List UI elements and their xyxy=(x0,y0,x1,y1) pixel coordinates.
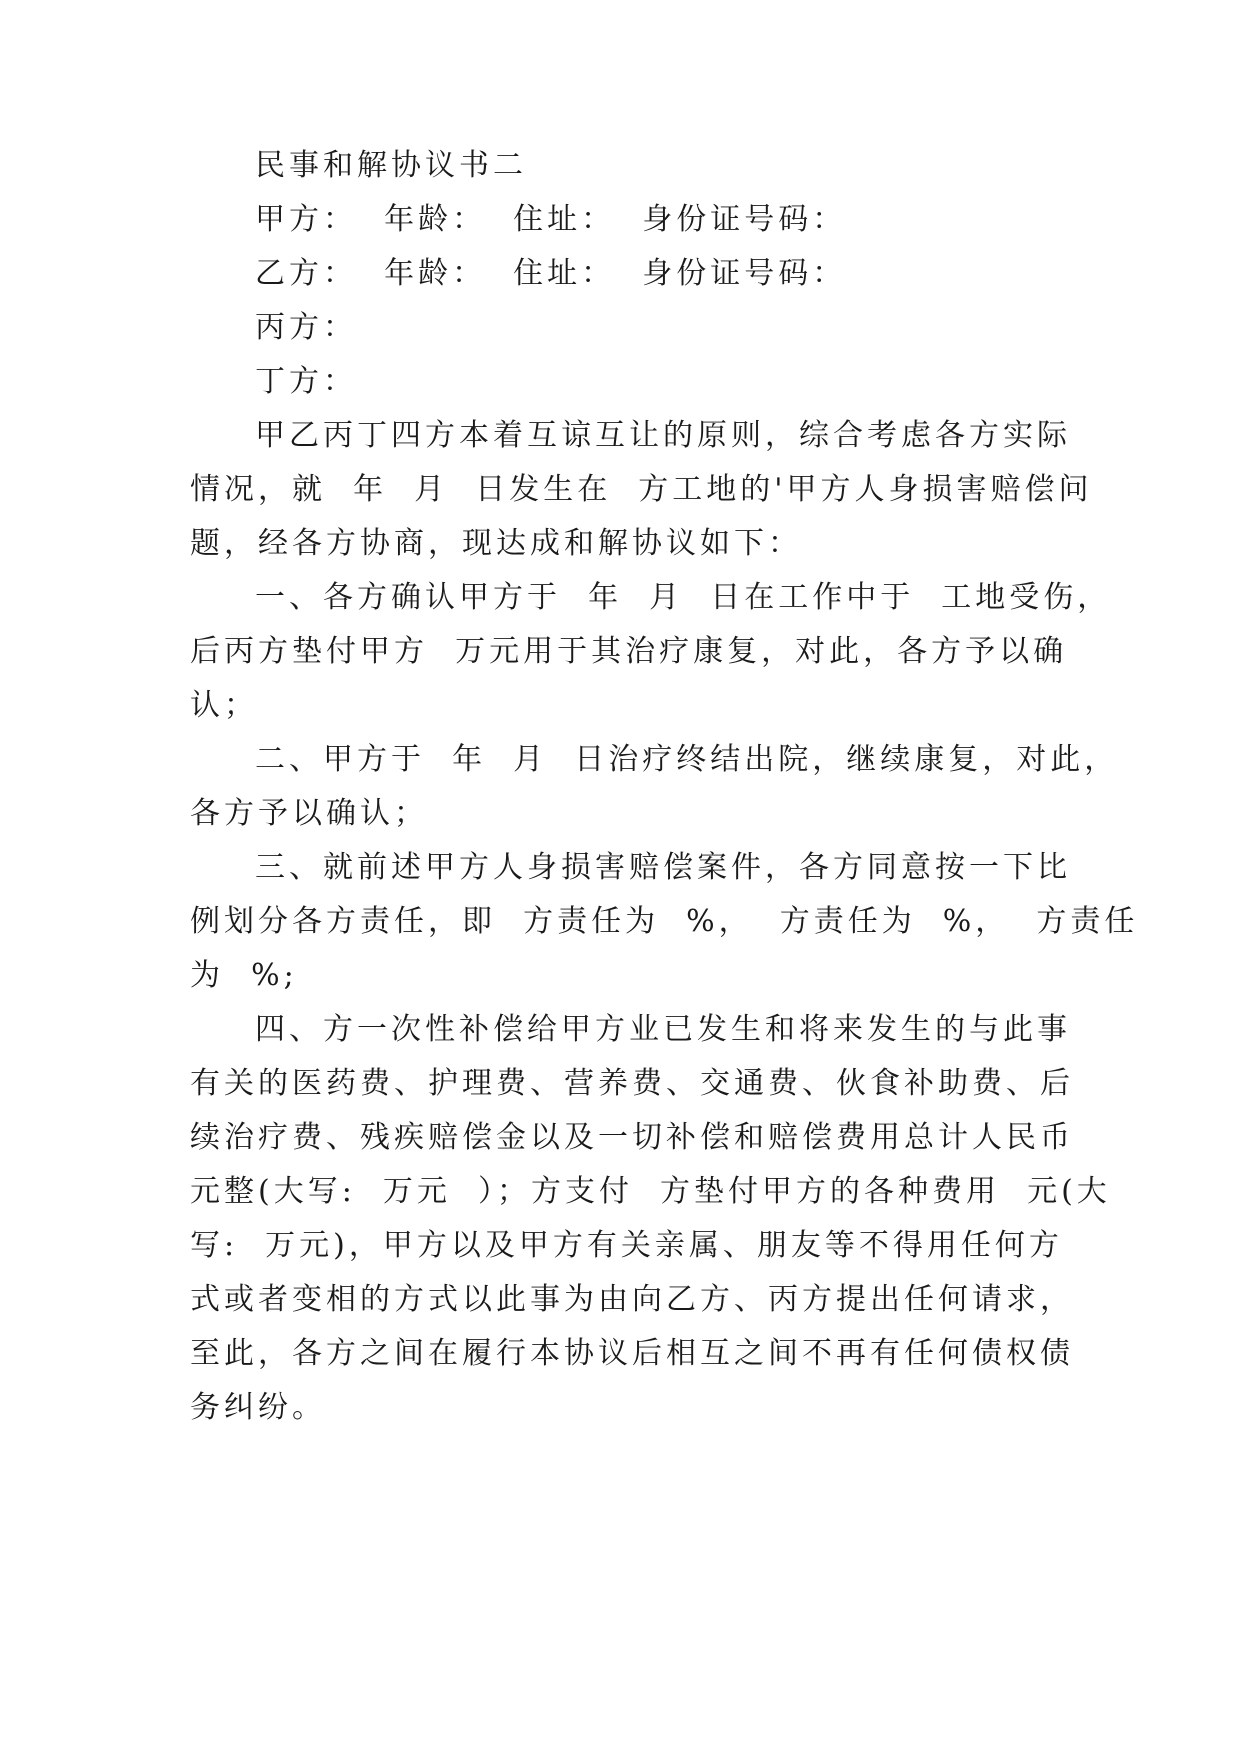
clause-4-line: 四、方一次性补偿给甲方业已发生和将来发生的与此事 xyxy=(255,1012,1071,1047)
clause-4-line: 式或者变相的方式以此事为由向乙方、丙方提出任何请求， xyxy=(190,1282,1074,1317)
clause-3-line: 为 %; xyxy=(190,958,298,993)
party-a-line: 甲方： 年龄： 住址： 身份证号码： xyxy=(255,202,847,237)
clause-3-line: 三、就前述甲方人身损害赔偿案件，各方同意按一下比 xyxy=(255,850,1071,885)
clause-4-line: 有关的医药费、护理费、营养费、交通费、伙食补助费、后 xyxy=(190,1066,1074,1101)
clause-4-line: 写: 万元)，甲方以及甲方有关亲属、朋友等不得用任何方 xyxy=(190,1228,1063,1263)
intro-line: 情况，就 年 月 日发生在 方工地的'甲方人身损害赔偿问 xyxy=(190,472,1093,507)
clause-1-line: 一、各方确认甲方于 年 月 日在工作中于 工地受伤， xyxy=(255,580,1112,615)
clause-1-line: 后丙方垫付甲方 万元用于其治疗康复，对此，各方予以确 xyxy=(190,634,1068,669)
party-c-line: 丙方： xyxy=(255,310,357,345)
clause-4-line: 至此，各方之间在履行本协议后相互之间不再有任何债权债 xyxy=(190,1336,1074,1371)
intro-line: 甲乙丙丁四方本着互谅互让的原则，综合考虑各方实际 xyxy=(255,418,1071,453)
clause-2-line: 各方予以确认； xyxy=(190,796,428,831)
clause-4-line: 元整(大写: 万元 ）；方支付 方垫付甲方的各种费用 元(大 xyxy=(190,1174,1111,1209)
clause-3-line: 例划分各方责任，即 方责任为 %， 方责任为 %， 方责任 xyxy=(190,904,1139,939)
party-d-line: 丁方： xyxy=(255,364,357,399)
intro-line: 题，经各方协商，现达成和解协议如下： xyxy=(190,526,802,561)
clause-1-line: 认； xyxy=(190,688,258,723)
document-title: 民事和解协议书二 xyxy=(255,148,527,183)
party-b-line: 乙方： 年龄： 住址： 身份证号码： xyxy=(255,256,847,291)
clause-4-line: 务纠纷。 xyxy=(190,1390,326,1425)
clause-2-line: 二、甲方于 年 月 日治疗终结出院，继续康复，对此， xyxy=(255,742,1119,777)
clause-4-line: 续治疗费、残疾赔偿金以及一切补偿和赔偿费用总计人民币 xyxy=(190,1120,1074,1155)
